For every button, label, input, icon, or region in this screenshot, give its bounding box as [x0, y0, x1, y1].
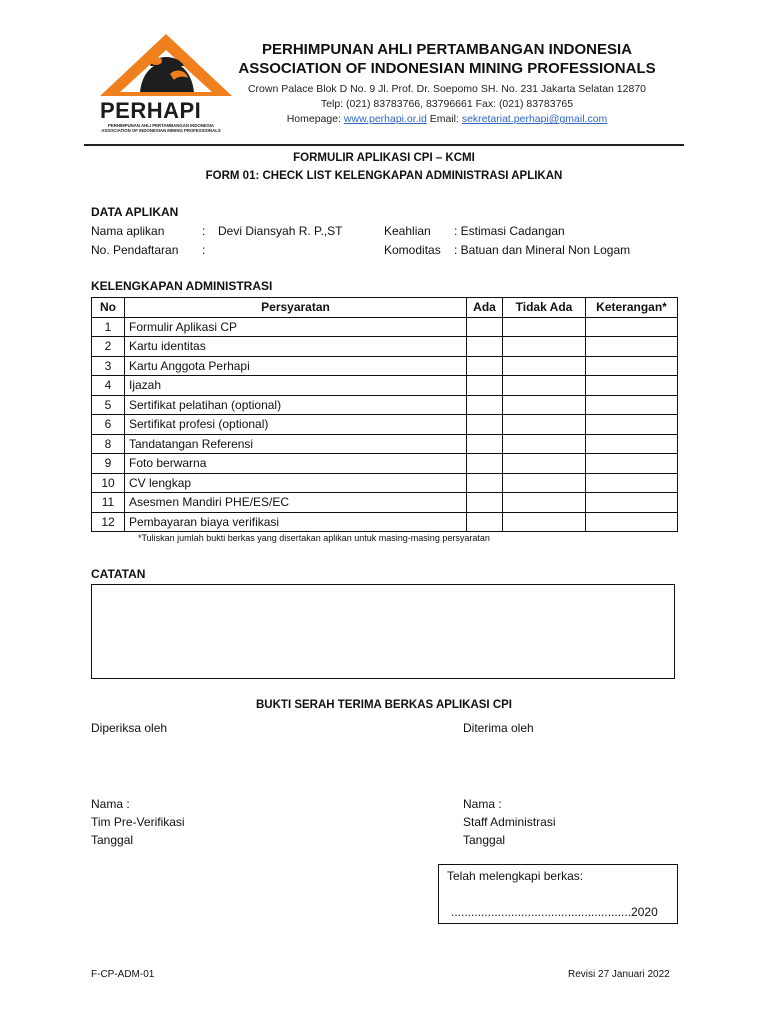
not-available-cell[interactable]	[503, 317, 586, 337]
row-requirement: Kartu identitas	[125, 337, 467, 357]
available-cell[interactable]	[467, 473, 503, 493]
row-number: 2	[92, 337, 125, 357]
email-link[interactable]: sekretariat.perhapi@gmail.com	[461, 113, 608, 125]
row-requirement: Kartu Anggota Perhapi	[125, 356, 467, 376]
receiver-role: Staff Administrasi	[463, 815, 556, 829]
not-available-cell[interactable]	[503, 415, 586, 435]
header-remarks: Keterangan*	[586, 298, 678, 318]
expertise-label: Keahlian	[384, 224, 431, 238]
header-no: No	[92, 298, 125, 318]
org-phone: Telp: (021) 83783766, 83796661 Fax: (021) 83783765	[320, 98, 574, 110]
checker-role: Tim Pre-Verifikasi	[91, 815, 185, 829]
row-requirement: Sertifikat profesi (optional)	[125, 415, 467, 435]
checked-by-label: Diperiksa oleh	[91, 721, 168, 735]
remarks-cell[interactable]	[586, 454, 678, 474]
not-available-cell[interactable]	[503, 337, 586, 357]
table-row	[92, 434, 678, 454]
not-available-cell[interactable]	[503, 356, 586, 376]
not-available-cell[interactable]	[503, 493, 586, 513]
checker-name-label[interactable]: Nama :	[91, 797, 130, 811]
row-number: 5	[92, 395, 125, 415]
applicant-section-title: DATA APLIKAN	[91, 205, 179, 219]
table-row	[92, 395, 678, 415]
available-cell[interactable]	[467, 337, 503, 357]
row-requirement: Formulir Aplikasi CP	[125, 317, 467, 337]
org-address: Crown Palace Blok D No. 9 Jl. Prof. Dr. Soepomo SH. No. 231 Jakarta Selatan 12870	[247, 83, 647, 95]
org-contact	[222, 112, 672, 127]
table-footnote: *Tuliskan jumlah bukti berkas yang disertakan aplikan untuk masing-masing persyaratan	[138, 533, 490, 543]
expertise-value[interactable]: : Estimasi Cadangan	[454, 224, 565, 238]
logo-wordmark: PERHAPI	[100, 98, 202, 123]
remarks-cell[interactable]	[586, 395, 678, 415]
available-cell[interactable]	[467, 415, 503, 435]
row-number: 8	[92, 434, 125, 454]
row-requirement: Tandatangan Referensi	[125, 434, 467, 454]
receiver-name-label[interactable]: Nama :	[463, 797, 502, 811]
available-cell[interactable]	[467, 317, 503, 337]
completion-box	[438, 864, 678, 924]
registration-number-separator: :	[202, 243, 206, 257]
form-title: FORMULIR APLIKASI CPI – KCMI	[293, 152, 475, 164]
homepage-link[interactable]: www.perhapi.or.id	[343, 113, 427, 125]
header-divider	[84, 144, 684, 146]
row-number: 12	[92, 512, 125, 532]
checklist-section-title: KELENGKAPAN ADMINISTRASI	[91, 279, 273, 293]
letterhead	[222, 40, 672, 127]
row-requirement: CV lengkap	[125, 473, 467, 493]
row-requirement: Asesmen Mandiri PHE/ES/EC	[125, 493, 467, 513]
registration-number-label: No. Pendaftaran	[91, 243, 179, 257]
completion-date-dots: ......................................................	[451, 905, 632, 919]
header-requirement: Persyaratan	[125, 298, 467, 318]
header-not-available: Tidak Ada	[503, 298, 586, 318]
commodity-value[interactable]: : Batuan dan Mineral Non Logam	[454, 243, 631, 257]
available-cell[interactable]	[467, 356, 503, 376]
applicant-name-separator: :	[202, 224, 206, 238]
remarks-cell[interactable]	[586, 317, 678, 337]
perhapi-logo-icon	[96, 32, 236, 98]
available-cell[interactable]	[467, 512, 503, 532]
form-code: F-CP-ADM-01	[91, 969, 155, 980]
not-available-cell[interactable]	[503, 512, 586, 532]
receipt-title: BUKTI SERAH TERIMA BERKAS APLIKASI CPI	[256, 699, 512, 711]
table-row	[92, 356, 678, 376]
logo-subtitle-en: ASSOCIATION OF INDONESIAN MINING PROFESSIONALS	[101, 128, 221, 133]
table-row	[92, 317, 678, 337]
row-number: 11	[92, 493, 125, 513]
available-cell[interactable]	[467, 493, 503, 513]
form-subtitle: FORM 01: CHECK LIST KELENGKAPAN ADMINISTRASI APLIKAN	[205, 170, 563, 182]
completion-date-field[interactable]	[451, 905, 658, 919]
notes-textarea[interactable]	[91, 584, 675, 679]
table-row	[92, 376, 678, 396]
not-available-cell[interactable]	[503, 454, 586, 474]
org-title-id: PERHIMPUNAN AHLI PERTAMBANGAN INDONESIA	[261, 41, 632, 58]
table-row	[92, 473, 678, 493]
header-available: Ada	[467, 298, 503, 318]
row-number: 4	[92, 376, 125, 396]
row-requirement: Ijazah	[125, 376, 467, 396]
row-requirement: Pembayaran biaya verifikasi	[125, 512, 467, 532]
remarks-cell[interactable]	[586, 493, 678, 513]
table-row	[92, 337, 678, 357]
perhapi-logo	[86, 32, 226, 134]
row-number: 9	[92, 454, 125, 474]
table-row	[92, 415, 678, 435]
remarks-cell[interactable]	[586, 337, 678, 357]
applicant-name-label: Nama aplikan	[91, 224, 165, 238]
not-available-cell[interactable]	[503, 395, 586, 415]
remarks-cell[interactable]	[586, 473, 678, 493]
row-number: 10	[92, 473, 125, 493]
remarks-cell[interactable]	[586, 356, 678, 376]
notes-section-title: CATATAN	[91, 567, 146, 581]
table-row	[92, 454, 678, 474]
revision-date: Revisi 27 Januari 2022	[568, 969, 670, 980]
remarks-cell[interactable]	[586, 415, 678, 435]
not-available-cell[interactable]	[503, 376, 586, 396]
row-number: 1	[92, 317, 125, 337]
checker-date-label[interactable]: Tanggal	[91, 833, 134, 847]
table-row	[92, 512, 678, 532]
row-requirement: Foto berwarna	[125, 454, 467, 474]
row-number: 6	[92, 415, 125, 435]
email-label: Email:	[429, 113, 459, 125]
remarks-cell[interactable]	[586, 376, 678, 396]
applicant-name-value[interactable]: Devi Diansyah R. P.,ST	[218, 224, 343, 238]
receiver-date-label[interactable]: Tanggal	[463, 833, 506, 847]
available-cell[interactable]	[467, 434, 503, 454]
logo-subtitle-id: PERHIMPUNAN AHLI PERTAMBANGAN INDONESIA	[108, 123, 214, 128]
available-cell[interactable]	[467, 454, 503, 474]
received-by-label: Diterima oleh	[463, 721, 534, 735]
not-available-cell[interactable]	[503, 473, 586, 493]
commodity-label: Komoditas	[384, 243, 441, 257]
table-row	[92, 493, 678, 513]
available-cell[interactable]	[467, 395, 503, 415]
requirements-table	[91, 297, 678, 532]
row-requirement: Sertifikat pelatihan (optional)	[125, 395, 467, 415]
remarks-cell[interactable]	[586, 512, 678, 532]
org-title-en: ASSOCIATION OF INDONESIAN MINING PROFESSIONALS	[238, 60, 656, 77]
available-cell[interactable]	[467, 376, 503, 396]
remarks-cell[interactable]	[586, 434, 678, 454]
completion-label: Telah melengkapi berkas:	[447, 869, 584, 883]
table-header-row	[92, 298, 678, 318]
homepage-label: Homepage:	[286, 113, 341, 125]
not-available-cell[interactable]	[503, 434, 586, 454]
completion-year: 2020	[631, 905, 658, 919]
row-number: 3	[92, 356, 125, 376]
